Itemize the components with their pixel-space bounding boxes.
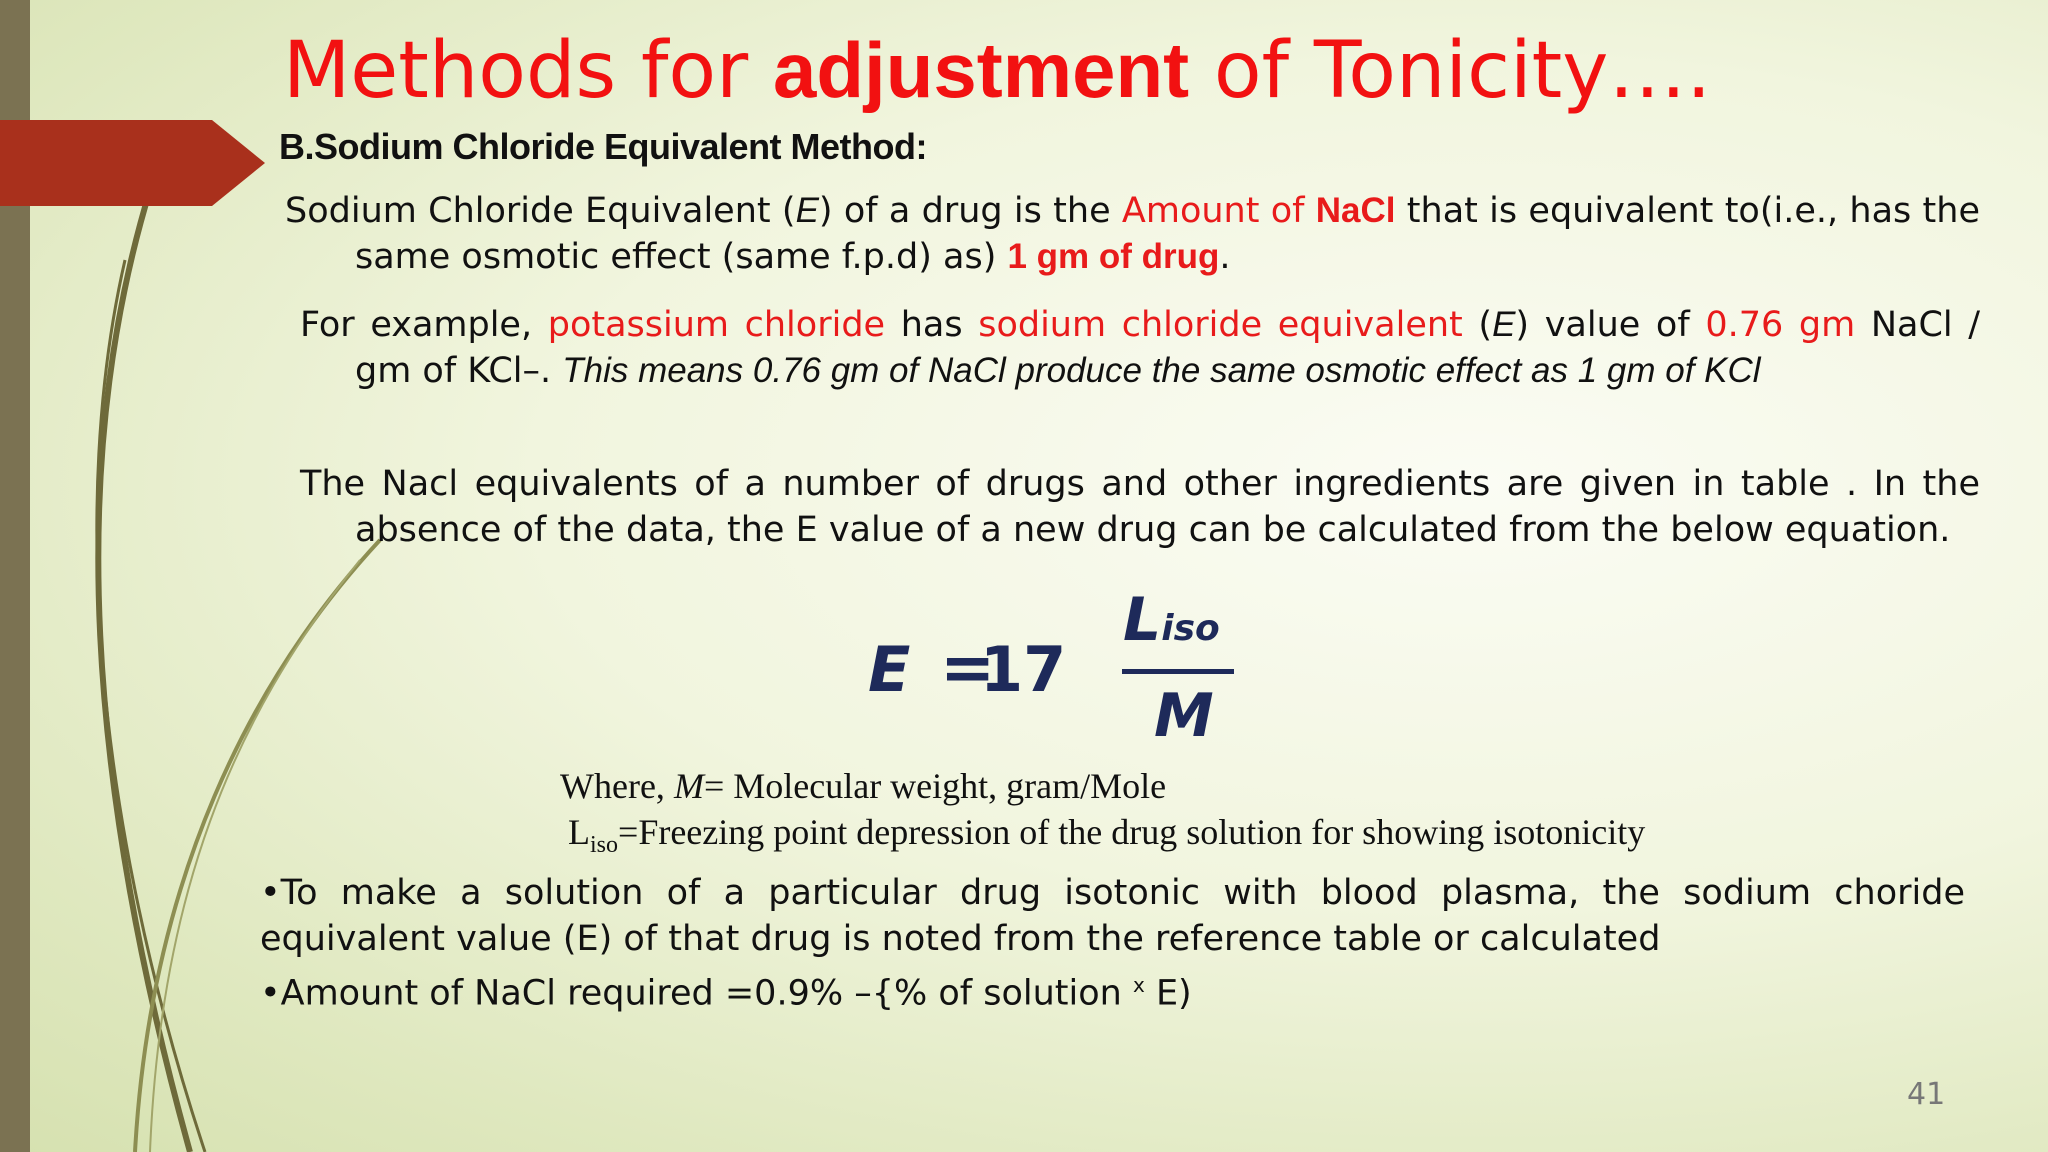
bullet-definition [275,188,1980,280]
title-arrow-tab [0,120,265,206]
fraction-bar [1122,669,1234,674]
title-bold: adjustment [773,26,1190,114]
slide-title [283,26,1711,117]
procedure-line-2: •Amount of NaCl required =0.9% –{% of solution $^x$ E) [260,973,1192,1014]
procedure-line-1: •To make a solution of a particular drug isotonic with blood plasma, the sodium choride equivalent value (E) of that drug is noted from the reference table or calculated [260,873,1965,959]
equation-legend [560,763,1645,868]
bullet-example [275,302,1980,394]
equation-lhs: E [868,633,911,706]
legend-line-liso: $L_{iso}=Freezing$ point depression of the drug solution for showing isotonicity [568,812,1646,859]
bullet-table-note [275,461,1980,553]
bullet-text: Sodium Chloride Equivalent (E) of a drug is the Amount of NaCl that is equivalent to(i.e., has the same osmotic effect (same f.p.d) as) 1 gm of drug. [285,191,1980,277]
equation-equals: = [940,629,996,706]
equation-coefficient: 17 [980,633,1067,706]
section-subheading: B.Sodium Chloride Equivalent Method: [279,126,927,167]
title-part1: Methods for [283,26,774,116]
page-number: 41 [1907,1077,1946,1112]
equation [868,585,1268,755]
title-part2: of Tonicity…. [1189,26,1712,116]
equation-denominator: M [1154,681,1214,751]
legend-line-m: Where, M= Molecular weight, gram/Mole [560,766,1167,806]
equation-numerator: Liso [1123,585,1220,655]
bullet-text: For example, potassium chloride has sodium chloride equivalent (E) value of 0.76 gm NaCl / gm of KCl–. This means 0.76 gm of NaCl produce the same osmotic effect as 1 gm of KCl [300,305,1981,391]
procedure-notes [260,870,1965,1017]
bullet-text: The Nacl equivalents of a number of drugs and other ingredients are given in table . In the absence of the data, the E value of a new drug can be calculated from the below equation. [300,464,1980,550]
